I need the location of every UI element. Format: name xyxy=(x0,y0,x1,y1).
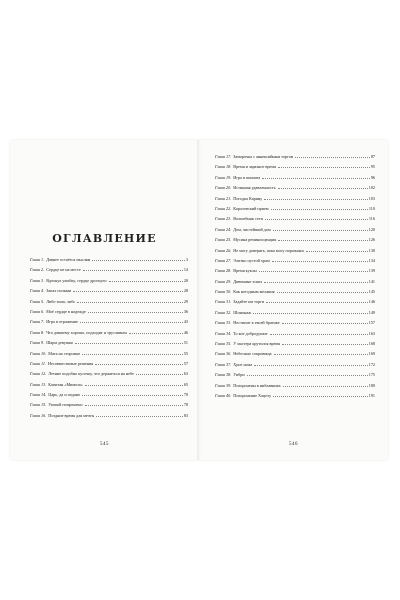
chapter-number: Глава 23. xyxy=(215,216,232,222)
chapter-number: Глава 9. xyxy=(30,340,45,346)
chapter-title: Нестипит к твоей братике xyxy=(233,320,280,326)
chapter-number: Глава 26. xyxy=(215,247,232,253)
toc-entry xyxy=(215,287,375,297)
chapter-number: Глава 32. xyxy=(215,309,232,315)
toc-entry xyxy=(215,183,375,193)
chapter-page: 65 xyxy=(183,381,188,387)
toc-list-right xyxy=(215,152,375,401)
chapter-title: То кое добродушие xyxy=(233,330,268,336)
chapter-number: Глава 2. xyxy=(30,267,45,273)
toc-list-left xyxy=(30,255,188,421)
chapter-title: Задайте им торги xyxy=(233,299,265,305)
toc-entry xyxy=(215,246,375,256)
chapter-title: Вдохнул улыбку, сердце дрогнуло xyxy=(46,277,107,283)
toc-entry xyxy=(30,359,188,369)
chapter-number: Глава 40. xyxy=(215,392,232,398)
chapter-number: Глава 22. xyxy=(215,205,232,211)
chapter-page: 134 xyxy=(368,257,375,263)
dot-leader xyxy=(270,334,368,335)
chapter-number: Глава 21. xyxy=(215,195,232,201)
chapter-title: Игра в отражение xyxy=(46,319,78,325)
toc-entry xyxy=(30,338,188,348)
dot-leader xyxy=(264,199,367,200)
chapter-number: Глава 15. xyxy=(30,402,47,408)
chapter-title: Мусина реминисценция xyxy=(233,237,277,243)
chapter-number: Глава 10. xyxy=(30,350,47,356)
dot-leader xyxy=(273,230,368,231)
toc-entry xyxy=(30,265,188,275)
chapter-number: Глава 31. xyxy=(215,299,232,305)
chapter-title: Царь, да и подано xyxy=(48,392,81,398)
toc-entry xyxy=(215,162,375,172)
chapter-title: Небесные сокровища xyxy=(233,351,272,357)
chapter-page: 46 xyxy=(183,329,188,335)
chapter-title: Похоронение Хацелу xyxy=(233,392,272,398)
chapter-page: 157 xyxy=(368,320,375,326)
dot-leader xyxy=(272,261,368,262)
chapter-page: 70 xyxy=(183,392,188,398)
dot-leader xyxy=(129,333,183,334)
chapter-page: 130 xyxy=(368,247,375,253)
chapter-page: 83 xyxy=(183,412,188,418)
toc-entry xyxy=(215,391,375,401)
left-page xyxy=(10,140,199,460)
chapter-page: 141 xyxy=(368,278,375,284)
chapter-title: Как негодным желания xyxy=(233,289,275,295)
chapter-title: Поздние время для мечты xyxy=(48,412,95,418)
chapter-title: Моё сердце в надежде xyxy=(46,308,86,314)
toc-entry xyxy=(30,380,188,390)
toc-entry xyxy=(215,381,375,391)
toc-entry xyxy=(215,339,375,349)
chapter-number: Глава 1. xyxy=(30,257,45,262)
dot-leader xyxy=(282,344,368,345)
chapter-title: Время куклы xyxy=(233,268,257,274)
dot-leader xyxy=(85,405,183,406)
chapter-page: 146 xyxy=(368,299,375,305)
chapter-title: Уибри xyxy=(233,372,245,378)
chapter-title: Капитан «Мимоза» xyxy=(48,381,83,387)
toc-entry xyxy=(30,411,188,421)
chapter-title: Либо тьма, либо xyxy=(46,298,76,304)
dot-leader xyxy=(277,292,368,293)
chapter-page: 55 xyxy=(183,350,188,356)
chapter-number: Глава 20. xyxy=(215,185,232,191)
dot-leader xyxy=(75,343,182,344)
toc-entry xyxy=(30,400,188,410)
chapter-title: Запах полыни xyxy=(46,288,72,294)
chapter-page: 139 xyxy=(368,268,375,274)
chapter-page: 57 xyxy=(183,360,188,366)
dot-leader xyxy=(283,386,368,387)
chapter-number: Глава 4. xyxy=(30,288,45,294)
toc-entry xyxy=(30,255,188,265)
chapter-title: Мать на сторожке xyxy=(48,350,81,356)
dot-leader xyxy=(278,188,368,189)
chapter-number: Глава 24. xyxy=(215,226,232,232)
chapter-number: Глава 5. xyxy=(30,298,45,304)
chapter-number: Глава 18. xyxy=(215,164,232,170)
chapter-page: 163 xyxy=(368,330,375,336)
chapter-page: 175 xyxy=(368,372,375,378)
chapter-page: 168 xyxy=(368,341,375,347)
page-number-left: 545 xyxy=(100,442,109,447)
chapter-number: Глава 8. xyxy=(30,329,45,335)
toc-entry xyxy=(215,370,375,380)
dot-leader xyxy=(264,282,368,283)
chapter-title: Время и заразное время xyxy=(233,164,276,170)
chapter-title: Игра в пинчата xyxy=(233,174,261,180)
chapter-title: Давнее остаётся мыслям xyxy=(46,257,91,262)
chapter-page: 20 xyxy=(183,277,188,283)
dot-leader xyxy=(109,281,183,282)
chapter-title: Шпионаж xyxy=(233,309,252,315)
chapter-page: 145 xyxy=(368,289,375,295)
chapter-page: 172 xyxy=(368,361,375,367)
toc-entry xyxy=(215,256,375,266)
chapter-page: 102 xyxy=(368,185,375,191)
chapter-page: 14 xyxy=(183,267,188,273)
dot-leader xyxy=(306,251,367,252)
dot-leader xyxy=(262,178,369,179)
dot-leader xyxy=(80,322,183,323)
dot-leader xyxy=(82,354,183,355)
chapter-title: Погодка Карину xyxy=(233,195,263,201)
chapter-number: Глава 37. xyxy=(215,361,232,367)
chapter-page: 96 xyxy=(370,174,375,180)
chapter-page: 120 xyxy=(368,226,375,232)
chapter-number: Глава 34. xyxy=(215,330,232,336)
chapter-number: Глава 19. xyxy=(215,174,232,180)
chapter-number: Глава 16. xyxy=(30,412,47,418)
chapter-title: У мастера крутился время xyxy=(233,341,280,347)
chapter-title: Волшебник сети xyxy=(233,216,263,222)
chapter-page: 169 xyxy=(368,351,375,357)
chapter-title: Что давшему хорошо, подходит и трусливым xyxy=(46,329,127,335)
toc-entry xyxy=(215,225,375,235)
chapter-number: Глава 7. xyxy=(30,319,45,325)
chapter-title: Не могу доверять, пока могу поражаясь xyxy=(233,247,305,253)
chapter-number: Глава 25. xyxy=(215,237,232,243)
chapter-title: Истинная удавленность xyxy=(233,185,276,191)
page-number-right: 546 xyxy=(289,442,298,447)
toc-entry xyxy=(30,349,188,359)
dot-leader xyxy=(96,416,182,417)
toc-entry xyxy=(30,307,188,317)
chapter-number: Глава 14. xyxy=(30,392,47,398)
dot-leader xyxy=(273,396,368,397)
dot-leader xyxy=(278,167,370,168)
chapter-number: Глава 33. xyxy=(215,320,232,326)
toc-entry xyxy=(215,235,375,245)
toc-entry xyxy=(215,266,375,276)
dot-leader xyxy=(278,240,368,241)
chapter-number: Глава 29. xyxy=(215,278,232,284)
toc-entry xyxy=(30,369,188,379)
chapter-page: 63 xyxy=(183,371,188,377)
dot-leader xyxy=(73,291,183,292)
dot-leader xyxy=(266,302,368,303)
toc-entry xyxy=(30,286,188,296)
toc-entry xyxy=(215,297,375,307)
toc-entry xyxy=(215,349,375,359)
chapter-page: 29 xyxy=(183,298,188,304)
dot-leader xyxy=(253,313,368,314)
chapter-page: 36 xyxy=(183,308,188,314)
chapter-page: 51 xyxy=(183,340,188,346)
chapter-title: Несовместимые решения xyxy=(47,360,94,366)
chapter-title: Заморочка с аннексийным торгом xyxy=(233,154,294,159)
chapter-number: Глава 6. xyxy=(30,308,45,314)
toc-entry xyxy=(30,390,188,400)
toc-entry xyxy=(215,277,375,287)
dot-leader xyxy=(282,323,368,324)
toc-entry xyxy=(215,194,375,204)
dot-leader xyxy=(271,209,368,210)
chapter-page: 149 xyxy=(368,309,375,315)
chapter-page: 3 xyxy=(185,257,188,262)
chapter-page: 78 xyxy=(183,402,188,408)
chapter-title: Хрое ножа xyxy=(233,361,253,367)
chapter-number: Глава 28. xyxy=(215,268,232,274)
chapter-number: Глава 13. xyxy=(30,381,47,387)
chapter-number: Глава 35. xyxy=(215,341,232,347)
dot-leader xyxy=(88,312,183,313)
toc-entry xyxy=(215,318,375,328)
toc-entry xyxy=(215,152,375,162)
chapter-page: 87 xyxy=(370,154,375,159)
chapter-page: 191 xyxy=(368,392,375,398)
chapter-number: Глава 3. xyxy=(30,277,45,283)
dot-leader xyxy=(254,365,367,366)
chapter-page: 103 xyxy=(368,195,375,201)
chapter-number: Глава 30. xyxy=(215,289,232,295)
chapter-page: 180 xyxy=(368,382,375,388)
right-page xyxy=(199,140,388,460)
toc-entry xyxy=(215,214,375,224)
toc-entry xyxy=(215,360,375,370)
chapter-page: 28 xyxy=(183,288,188,294)
chapter-number: Глава 12. xyxy=(30,371,47,377)
chapter-title: Дом, чистейший дом xyxy=(233,226,271,232)
chapter-title: Дивенные эскиз xyxy=(233,278,262,284)
chapter-number: Глава 36. xyxy=(215,351,232,357)
dot-leader xyxy=(83,270,183,271)
toc-title: ОГЛАВЛЕНИЕ xyxy=(52,232,157,245)
chapter-page: 95 xyxy=(370,164,375,170)
dot-leader xyxy=(85,385,183,386)
chapter-page: 116 xyxy=(368,216,375,222)
chapter-number: Глава 38. xyxy=(215,372,232,378)
dot-leader xyxy=(295,157,369,158)
chapter-title: Шарм девушки xyxy=(46,340,74,346)
toc-entry xyxy=(215,173,375,183)
chapter-number: Глава 17. xyxy=(215,154,232,159)
dot-leader xyxy=(92,260,185,261)
toc-entry xyxy=(215,204,375,214)
chapter-title: Упокой попрошено xyxy=(48,402,83,408)
dot-leader xyxy=(247,375,368,376)
toc-entry xyxy=(215,329,375,339)
chapter-page: 110 xyxy=(368,205,375,211)
toc-entry xyxy=(30,276,188,286)
chapter-title: Летние подобно кусочку, что держиться на небе xyxy=(48,371,134,377)
dot-leader xyxy=(95,364,183,365)
chapter-title: Королевский прием xyxy=(233,205,269,211)
toc-entry xyxy=(30,317,188,327)
toc-entry xyxy=(215,308,375,318)
chapter-title: Элитно пустой храм xyxy=(233,257,270,263)
chapter-number: Глава 39. xyxy=(215,382,232,388)
dot-leader xyxy=(259,271,368,272)
dot-leader xyxy=(265,219,368,220)
chapter-title: Похоронены в ниблавниях xyxy=(233,382,281,388)
dot-leader xyxy=(82,395,183,396)
dot-leader xyxy=(136,374,183,375)
dot-leader xyxy=(274,354,368,355)
dot-leader xyxy=(77,302,182,303)
chapter-number: Глава 27. xyxy=(215,257,232,263)
chapter-number: Глава 11. xyxy=(30,360,46,366)
chapter-page: 43 xyxy=(183,319,188,325)
toc-entry xyxy=(30,328,188,338)
book-spread xyxy=(10,140,388,460)
chapter-page: 126 xyxy=(368,237,375,243)
chapter-title: Сердце не на месте xyxy=(46,267,81,273)
toc-entry xyxy=(30,297,188,307)
